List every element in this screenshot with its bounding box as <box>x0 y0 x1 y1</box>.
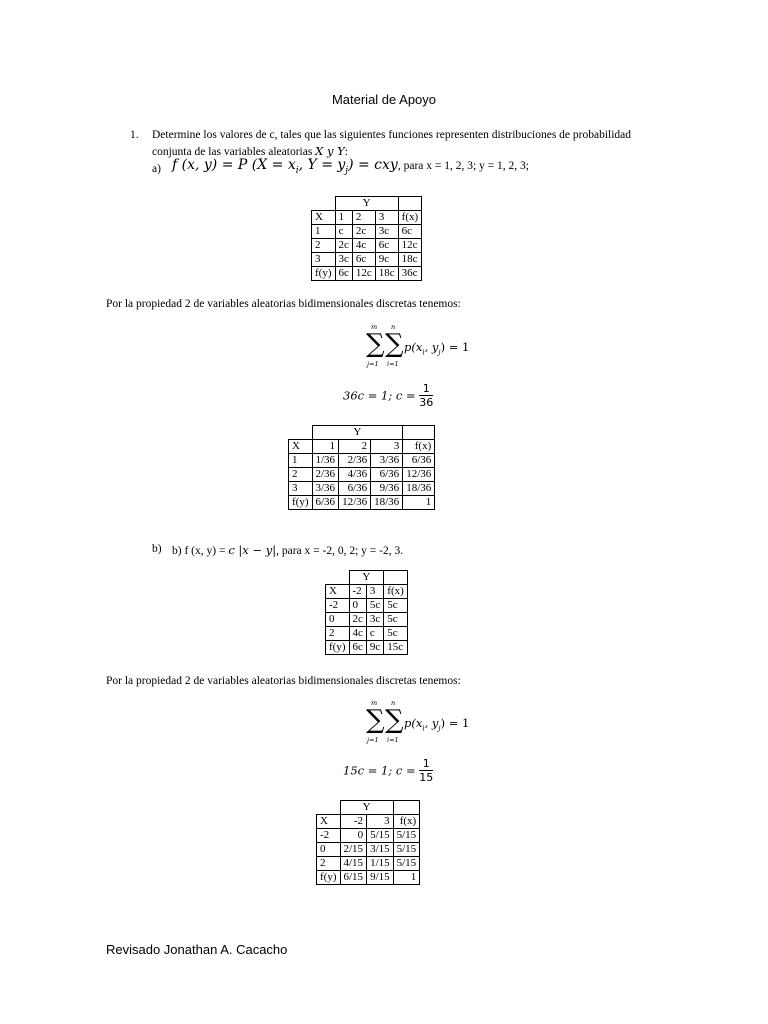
table-row <box>312 239 422 253</box>
table-header-cell: 1 <box>312 440 339 454</box>
part-b-formula-prefix: b) f (x, y) = <box>172 545 229 557</box>
table-cell: 4c <box>352 239 375 253</box>
table-cell: 6/36 <box>312 496 339 510</box>
table-header-cell: 3 <box>371 440 403 454</box>
table-cell: 18/36 <box>371 496 403 510</box>
table-cell: 12/36 <box>403 468 435 482</box>
table-cell: 2/36 <box>339 454 371 468</box>
table-header-cell: 3 <box>367 815 394 829</box>
table-cell: 1 <box>312 225 336 239</box>
table-cell: 4/36 <box>339 468 371 482</box>
solve-b-den: 15 <box>419 771 434 784</box>
table-header-row <box>326 585 408 599</box>
part-b-label: b) <box>152 543 162 555</box>
table-cell: 18c <box>398 253 422 267</box>
part-b-formula-math: c |x − y| <box>228 543 277 557</box>
table-cell: 6/15 <box>340 871 367 885</box>
table-row <box>289 468 435 482</box>
table-corner <box>289 426 313 440</box>
table-cell: 5c <box>384 599 408 613</box>
solve-b-fraction <box>419 757 433 784</box>
table-cell: 3c <box>375 225 398 239</box>
table-y-header: Y <box>335 197 398 211</box>
table-cell: 6/36 <box>371 468 403 482</box>
table-header-cell: X <box>317 815 341 829</box>
table-cell: 5/15 <box>367 829 394 843</box>
table-cell: 12c <box>352 267 375 281</box>
problem-text-line1: Determine los valores de c, tales que las siguientes funciones representen distribuciones de probabilidad <box>152 129 632 141</box>
table-header-cell: 3 <box>375 211 398 225</box>
table-cell: 3c <box>335 253 352 267</box>
table-cell: -2 <box>317 829 341 843</box>
solve-a-num: 1 <box>419 382 433 396</box>
sum-lower-outer: j=1 <box>367 736 379 744</box>
table-cell: 9/36 <box>371 482 403 496</box>
table-cell: 5c <box>366 599 383 613</box>
sum-sub-j: j <box>438 724 441 733</box>
table-blank <box>384 571 408 585</box>
table-cell: 0 <box>326 613 350 627</box>
table-y-header: Y <box>349 571 384 585</box>
part-b-domain: , para x = -2, 0, 2; y = -2, 3. <box>276 545 404 557</box>
sum-lower-inner: i=1 <box>387 736 399 744</box>
table-blank <box>403 426 435 440</box>
table-a-c <box>311 196 422 281</box>
table-header-cell: X <box>326 585 350 599</box>
table-cell: 2/15 <box>340 843 367 857</box>
table-cell: 5/15 <box>393 843 420 857</box>
table-cell: 2 <box>289 468 313 482</box>
part-a-sub-i: i <box>295 165 299 176</box>
table-cell: 3/15 <box>367 843 394 857</box>
table-a-probabilities <box>288 425 435 510</box>
part-a-label: a) <box>152 163 161 175</box>
part-b-formula <box>172 543 403 557</box>
table-cell: 2 <box>312 239 336 253</box>
sum-equation-a <box>366 323 486 373</box>
solve-a <box>343 382 433 409</box>
table-cell: 0 <box>317 843 341 857</box>
problem-vars: X y Y <box>315 144 345 158</box>
table-row <box>326 641 408 655</box>
property-text-a: Por la propiedad 2 de variables aleatorias bidimensionales discretas tenemos: <box>106 298 461 310</box>
table-cell: 5c <box>384 613 408 627</box>
table-header-cell: 3 <box>366 585 383 599</box>
table-cell: 2c <box>352 225 375 239</box>
table-header-cell: X <box>312 211 336 225</box>
table-cell: f(y) <box>326 641 350 655</box>
table-row <box>317 843 420 857</box>
sigma-outer: ∑ <box>366 705 385 735</box>
table-cell: -2 <box>326 599 350 613</box>
table-y-header: Y <box>312 426 403 440</box>
table-cell: 3 <box>312 253 336 267</box>
table-row <box>317 871 420 885</box>
sum-upper-outer: m <box>371 699 378 707</box>
problem-colon: : <box>344 146 348 158</box>
sum-upper-outer: m <box>371 323 378 331</box>
solve-b-num: 1 <box>419 757 433 771</box>
table-corner <box>317 801 341 815</box>
table-cell: 12c <box>398 239 422 253</box>
sum-equation-b <box>366 699 486 749</box>
part-a-sub-j: j <box>345 165 349 176</box>
sum-sub-i: i <box>422 724 425 733</box>
table-header-cell: 1 <box>335 211 352 225</box>
problem-text-line2 <box>152 144 348 158</box>
table-b-probabilities <box>316 800 420 885</box>
table-cell: 36c <box>398 267 422 281</box>
table-header-cell: 2 <box>339 440 371 454</box>
table-row <box>289 496 435 510</box>
table-cell: 4c <box>349 627 366 641</box>
table-cell: 2 <box>326 627 350 641</box>
table-header-cell: 2 <box>352 211 375 225</box>
table-header-cell: X <box>289 440 313 454</box>
sigma-inner: ∑ <box>385 329 404 359</box>
sum-sub-i: i <box>422 348 425 357</box>
table-corner <box>312 197 336 211</box>
table-cell: 18/36 <box>403 482 435 496</box>
table-row <box>312 253 422 267</box>
table-cell: 2c <box>349 613 366 627</box>
table-header-row <box>289 440 435 454</box>
table-cell: 3 <box>289 482 313 496</box>
table-cell: 1/15 <box>367 857 394 871</box>
table-cell: 5c <box>384 627 408 641</box>
table-cell: 3/36 <box>371 454 403 468</box>
footer-reviewer: Revisado Jonathan A. Cacacho <box>106 942 288 957</box>
table-row <box>289 454 435 468</box>
table-row <box>289 482 435 496</box>
problem-number: 1. <box>130 129 139 141</box>
table-cell: 2c <box>335 239 352 253</box>
table-cell: f(y) <box>317 871 341 885</box>
table-cell: 1 <box>289 454 313 468</box>
table-cell: 2/36 <box>312 468 339 482</box>
sum-body-end: ) = 1 <box>440 340 470 354</box>
part-a-formula <box>172 157 529 176</box>
table-cell: 9/15 <box>367 871 394 885</box>
table-header-cell: -2 <box>340 815 367 829</box>
sum-lower-inner: i=1 <box>387 360 399 368</box>
table-row <box>312 225 422 239</box>
table-cell: 4/15 <box>340 857 367 871</box>
table-row <box>317 857 420 871</box>
table-cell: 6c <box>349 641 366 655</box>
table-header-cell: f(x) <box>398 211 422 225</box>
table-cell: 1/36 <box>312 454 339 468</box>
table-y-header: Y <box>340 801 393 815</box>
table-cell: 15c <box>384 641 408 655</box>
table-cell: 9c <box>375 253 398 267</box>
table-cell: 6/36 <box>403 454 435 468</box>
part-a-domain: , para x = 1, 2, 3; y = 1, 2, 3; <box>397 160 529 172</box>
table-header-cell: f(x) <box>393 815 420 829</box>
solve-b <box>343 757 433 784</box>
part-a-formula-end: ) = cxy <box>348 157 398 173</box>
table-cell: f(y) <box>289 496 313 510</box>
table-row <box>326 627 408 641</box>
table-cell: 6c <box>375 239 398 253</box>
table-row <box>326 599 408 613</box>
table-header-cell: f(x) <box>403 440 435 454</box>
part-a-formula-mid: , Y = y <box>298 157 346 173</box>
table-row <box>317 829 420 843</box>
table-blank <box>398 197 422 211</box>
sum-upper-inner: n <box>391 699 396 707</box>
sigma-outer: ∑ <box>366 329 385 359</box>
table-cell: 0 <box>340 829 367 843</box>
table-cell: c <box>366 627 383 641</box>
table-cell: 5/15 <box>393 829 420 843</box>
table-b-c <box>325 570 408 655</box>
table-cell: 2 <box>317 857 341 871</box>
sum-lower-outer: j=1 <box>367 360 379 368</box>
sum-body-start: p(x <box>404 340 423 354</box>
sum-body: $p(x_i$, $y_j) = 1$ <box>404 716 470 733</box>
table-row <box>326 613 408 627</box>
table-cell: 9c <box>366 641 383 655</box>
sum-body: $p(x_i$, $y_j) = 1$ <box>404 340 470 357</box>
table-cell: 5/15 <box>393 857 420 871</box>
table-cell: 1 <box>393 871 420 885</box>
table-cell: 3c <box>366 613 383 627</box>
solve-a-fraction <box>419 382 433 409</box>
table-cell: 12/36 <box>339 496 371 510</box>
table-cell: 6c <box>398 225 422 239</box>
table-cell: 6c <box>352 253 375 267</box>
table-cell: 18c <box>375 267 398 281</box>
table-cell: c <box>335 225 352 239</box>
table-cell: 1 <box>403 496 435 510</box>
sigma-inner: ∑ <box>385 705 404 735</box>
table-cell: 6/36 <box>339 482 371 496</box>
sum-body-end: ) = 1 <box>440 716 470 730</box>
solve-b-left: 15c = 1; c = <box>343 763 420 778</box>
table-header-row <box>312 211 422 225</box>
table-header-cell: f(x) <box>384 585 408 599</box>
table-header-cell: -2 <box>349 585 366 599</box>
table-cell: 6c <box>335 267 352 281</box>
table-cell: 3/36 <box>312 482 339 496</box>
page-title: Material de Apoyo <box>331 92 437 107</box>
sum-sub-j: j <box>438 348 441 357</box>
sum-upper-inner: n <box>391 323 396 331</box>
table-header-row <box>317 815 420 829</box>
sum-body-start: p(x <box>404 716 423 730</box>
table-row <box>312 267 422 281</box>
solve-a-left: 36c = 1; c = <box>343 388 420 403</box>
part-a-formula-start: f (x, y) = P (X = x <box>172 157 296 173</box>
solve-a-den: 36 <box>419 396 434 409</box>
table-cell: f(y) <box>312 267 336 281</box>
problem-text-line2-main: conjunta de las variables aleatorias <box>152 146 313 158</box>
table-blank <box>393 801 420 815</box>
table-cell: 0 <box>349 599 366 613</box>
table-corner <box>326 571 350 585</box>
property-text-b: Por la propiedad 2 de variables aleatorias bidimensionales discretas tenemos: <box>106 675 461 687</box>
